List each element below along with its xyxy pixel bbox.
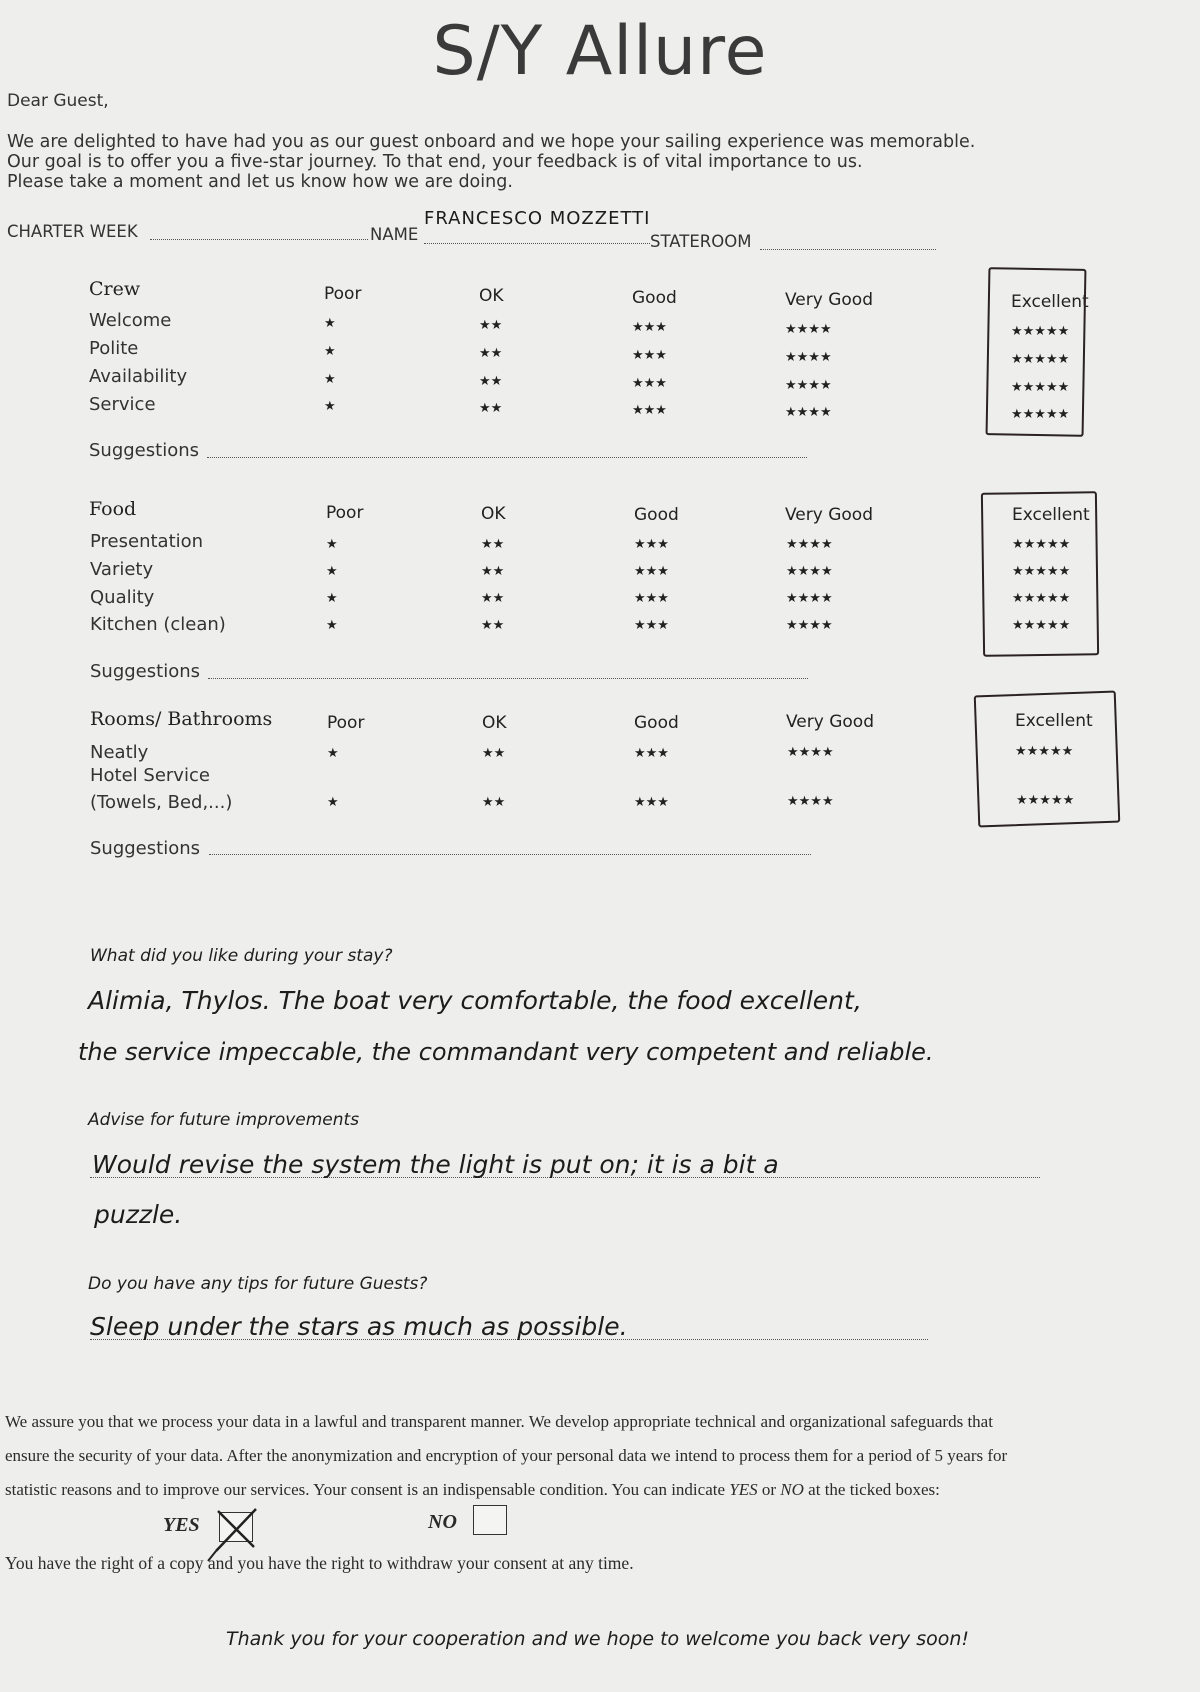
greeting: Dear Guest, [7,91,109,111]
row-service: Service [89,394,156,415]
section-title-food: Food [89,498,137,520]
section-title-crew: Crew [89,278,141,300]
row-presentation: Presentation [90,531,204,552]
col-very-good: Very Good [785,290,873,310]
rating-star-4[interactable]: ★★★★ [786,590,833,605]
privacy-line-1: We assure you that we process your data in a lawful and transparent manner. We develop appropriate technical and organizational safeguards that [5,1412,993,1431]
name-field[interactable] [424,242,650,244]
rating-star-4[interactable]: ★★★★ [786,617,833,632]
form-title: S/Y Allure [432,12,768,91]
col-poor: Poor [326,503,364,523]
charter-week-label: CHARTER WEEK [7,222,138,241]
rating-star-5[interactable]: ★★★★★ [1015,743,1074,758]
suggestions-field[interactable] [209,853,811,855]
rating-star-4[interactable]: ★★★★ [785,377,832,392]
yes-label: YES [163,1514,200,1536]
row-kitchen: Kitchen (clean) [90,614,226,635]
rating-star-1[interactable]: ★ [326,617,338,632]
rating-star-1[interactable]: ★ [326,563,338,578]
rating-star-3[interactable]: ★★★ [634,590,669,605]
col-very-good: Very Good [786,712,874,732]
rating-star-2[interactable]: ★★ [482,794,506,809]
rating-star-4[interactable]: ★★★★ [786,536,833,551]
rating-star-3[interactable]: ★★★ [632,347,667,362]
col-ok: OK [479,286,504,306]
answer-improvements-line-1[interactable]: Would revise the system the light is put on; it is a bit a [92,1150,779,1179]
rating-star-5[interactable]: ★★★★★ [1012,617,1071,632]
rating-star-3[interactable]: ★★★ [634,794,669,809]
rating-star-2[interactable]: ★★ [482,745,506,760]
stateroom-label: STATEROOM [650,232,752,251]
question-tips: Do you have any tips for future Guests? [88,1274,428,1294]
rating-star-3[interactable]: ★★★ [632,375,667,390]
suggestions-label: Suggestions [90,661,200,682]
row-variety: Variety [90,559,154,580]
col-good: Good [634,713,679,733]
rating-star-5[interactable]: ★★★★★ [1011,323,1070,338]
no-checkbox[interactable] [473,1505,507,1535]
rating-star-2[interactable]: ★★ [481,617,505,632]
closing-message: Thank you for your cooperation and we hope to welcome you back very soon! [226,1628,970,1650]
answer-tips-line-1[interactable]: Sleep under the stars as much as possible. [90,1312,628,1341]
rating-star-3[interactable]: ★★★ [634,536,669,551]
intro-line-1: We are delighted to have had you as our guest onboard and we hope your sailing experience was memorable. [7,132,976,152]
answer-liked-line-2[interactable]: the service impeccable, the commandant very competent and reliable. [78,1038,934,1066]
suggestions-field[interactable] [207,456,807,458]
stateroom-field[interactable] [760,248,936,250]
privacy-line-3: statistic reasons and to improve our services. Your consent is an indispensable condition. You can indicate YES or NO at the ticked boxes: [5,1480,940,1499]
rating-star-1[interactable]: ★ [327,794,339,809]
rating-star-5[interactable]: ★★★★★ [1011,351,1070,366]
suggestions-label: Suggestions [89,440,199,461]
question-improvements: Advise for future improvements [88,1110,360,1130]
rating-star-3[interactable]: ★★★ [632,319,667,334]
row-polite: Polite [89,338,139,359]
yes-checkbox[interactable] [219,1512,253,1542]
rating-star-2[interactable]: ★★ [481,536,505,551]
rating-star-2[interactable]: ★★ [479,317,503,332]
rating-star-2[interactable]: ★★ [479,345,503,360]
rights-notice: You have the right of a copy and you have the right to withdraw your consent at any time. [5,1553,634,1573]
rating-star-1[interactable]: ★ [324,371,336,386]
charter-week-field[interactable] [150,238,368,240]
row-towels-bed: (Towels, Bed,...) [90,792,233,813]
rating-star-5[interactable]: ★★★★★ [1012,536,1071,551]
col-good: Good [632,288,677,308]
intro-line-2: Our goal is to offer you a five-star journey. To that end, your feedback is of vital importance to us. [7,152,863,172]
rating-star-4[interactable]: ★★★★ [787,744,834,759]
col-ok: OK [482,713,507,733]
privacy-line-2: ensure the security of your data. After the anonymization and encryption of your personal data we intend to process them for a period of 5 years for [5,1446,1008,1465]
intro-line-3: Please take a moment and let us know how we are doing. [7,172,513,192]
answer-liked-line-1[interactable]: Alimia, Thylos. The boat very comfortable, the food excellent, [88,986,862,1015]
rating-star-4[interactable]: ★★★★ [785,404,832,419]
no-label: NO [428,1511,457,1533]
checked-x-icon [214,1505,264,1553]
rating-star-5[interactable]: ★★★★★ [1016,792,1075,807]
rating-star-4[interactable]: ★★★★ [786,563,833,578]
rating-star-2[interactable]: ★★ [479,373,503,388]
rating-star-1[interactable]: ★ [324,398,336,413]
col-good: Good [634,505,679,525]
rating-star-3[interactable]: ★★★ [634,745,669,760]
rating-star-5[interactable]: ★★★★★ [1011,379,1070,394]
question-liked: What did you like during your stay? [90,946,393,966]
rating-star-2[interactable]: ★★ [479,400,503,415]
rating-star-3[interactable]: ★★★ [634,617,669,632]
row-hotel-service: Hotel Service [90,765,210,786]
section-title-rooms: Rooms/ Bathrooms [90,708,273,730]
col-very-good: Very Good [785,505,873,525]
rating-star-4[interactable]: ★★★★ [787,793,834,808]
rating-star-5[interactable]: ★★★★★ [1012,590,1071,605]
suggestions-label: Suggestions [90,838,200,859]
col-ok: OK [481,504,506,524]
rating-star-3[interactable]: ★★★ [632,402,667,417]
col-poor: Poor [324,284,362,304]
name-handwritten-value: FRANCESCO MOZZETTI [424,208,651,229]
rating-star-3[interactable]: ★★★ [634,563,669,578]
rating-star-1[interactable]: ★ [324,343,336,358]
rating-star-4[interactable]: ★★★★ [785,349,832,364]
row-availability: Availability [89,366,188,387]
answer-improvements-line-2[interactable]: puzzle. [94,1200,183,1229]
rating-star-2[interactable]: ★★ [481,563,505,578]
row-quality: Quality [90,587,155,608]
suggestions-field[interactable] [208,677,808,679]
col-excellent: Excellent [1011,292,1089,312]
rating-star-5[interactable]: ★★★★★ [1011,406,1070,421]
rating-star-1[interactable]: ★ [326,536,338,551]
col-excellent: Excellent [1015,711,1093,731]
rating-star-1[interactable]: ★ [324,315,336,330]
rating-star-4[interactable]: ★★★★ [785,321,832,336]
rating-star-1[interactable]: ★ [327,745,339,760]
rating-star-5[interactable]: ★★★★★ [1012,563,1071,578]
name-label: NAME [370,225,419,244]
row-neatly: Neatly [90,742,149,763]
rating-star-2[interactable]: ★★ [481,590,505,605]
col-excellent: Excellent [1012,505,1090,525]
rating-star-1[interactable]: ★ [326,590,338,605]
row-welcome: Welcome [89,310,172,331]
col-poor: Poor [327,713,365,733]
